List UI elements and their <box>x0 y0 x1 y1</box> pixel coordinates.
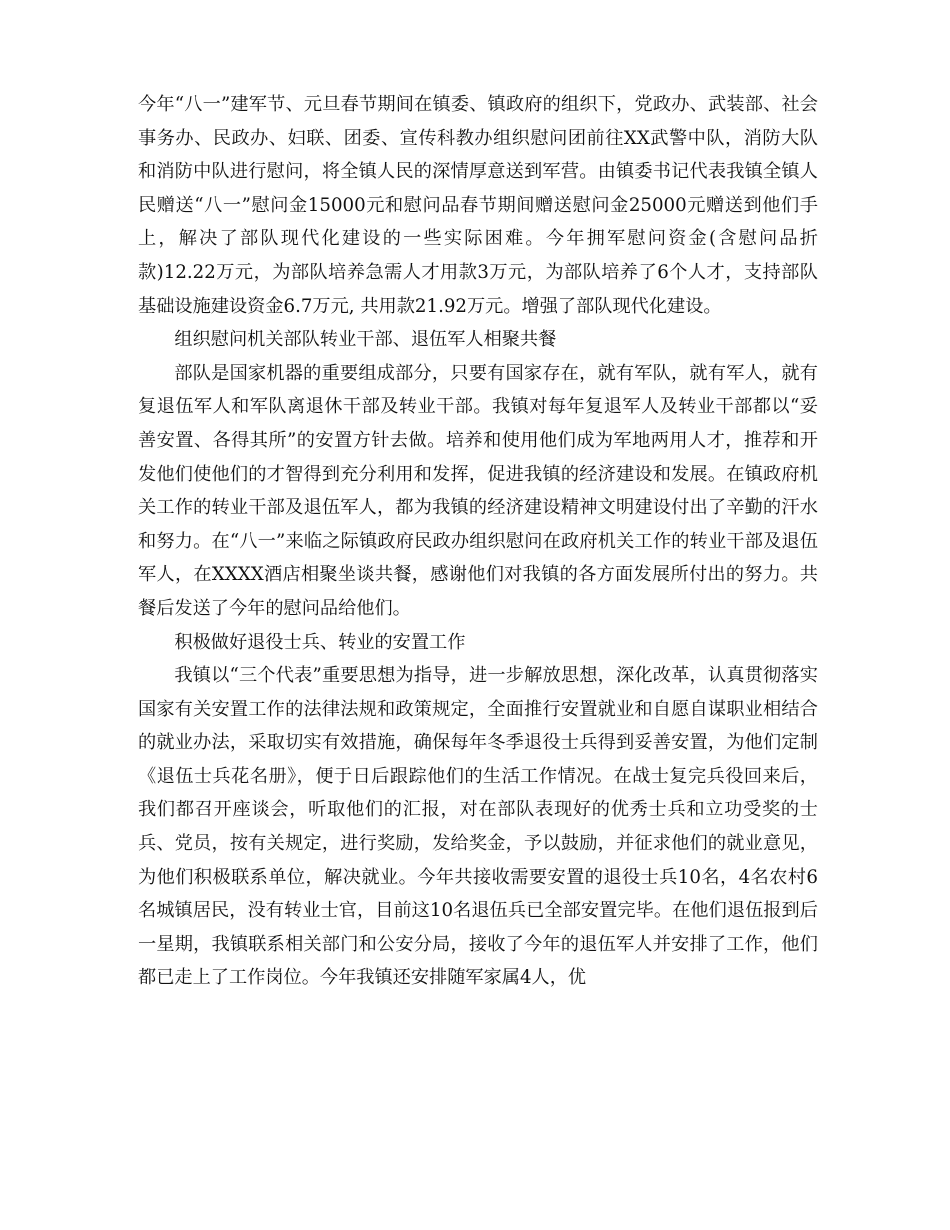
document-page <box>138 88 818 995</box>
section-heading-resettlement: 积极做好退役士兵、转业的安置工作 <box>174 631 466 653</box>
paragraph-army-visit: 今年“八一”建军节、元旦春节期间在镇委、镇政府的组织下，党政办、武装部、社会事务办、民政办、妇联、团委、宣传科教办组织慰问团前往XX武警中队，消防大队和消防中队进行慰问，将全镇人民的深情厚意送到军营。由镇委书记代表我镇全镇人民赠送“八一”慰问金15000元和慰问品春节期间赠送慰问金25000元赠送到他们手上，解决了部队现代化建设的一些实际困难。今年拥军慰问资金(含慰问品折款)12.22万元，为部队培养急需人才用款3万元，为部队培养了6个人才，支持部队基础设施建设资金6.7万元, 共用款21.92万元。增强了部队现代化建设。 <box>138 94 818 317</box>
paragraph-resettlement: 我镇以“三个代表”重要思想为指导，进一步解放思想，深化改革，认真贯彻落实国家有关安置工作的法律法规和政策规定，全面推行安置就业和自愿自谋职业相结合的就业办法，采取切实有效措施，确保每年冬季退役士兵得到妥善安置，为他们定制《退伍士兵花名册》，便于日后跟踪他们的生活工作情况。在战士复完兵役回来后，我们都召开座谈会，听取他们的汇报，对在部队表现好的优秀士兵和立功受奖的士兵、党员，按有关规定，进行奖励，发给奖金，予以鼓励，并征求他们的就业意见，为他们积极联系单位，解决就业。今年共接收需要安置的退役士兵10名，4名农村6名城镇居民，没有转业士官，目前这10名退伍兵已全部安置完毕。在他们退伍报到后一星期，我镇联系相关部门和公安分局，接收了今年的退伍军人并安排了工作，他们都已走上了工作岗位。今年我镇还安排随军家属4人，优 <box>138 665 818 989</box>
paragraph-veterans-dinner: 部队是国家机器的重要组成部分，只要有国家存在，就有军队，就有军人，就有复退伍军人和军队离退休干部及转业干部。我镇对每年复退军人及转业干部都以“妥善安置、各得其所”的安置方针去做。培养和使用他们成为军地两用人才，推荐和开发他们使他们的才智得到充分利用和发挥，促进我镇的经济建设和发展。在镇政府机关工作的转业干部及退伍军人，都为我镇的经济建设精神文明建设付出了辛勤的汗水和努力。在“八一”来临之际镇政府民政办组织慰问在政府机关工作的转业干部及退伍军人，在XXXX酒店相聚坐谈共餐，感谢他们对我镇的各方面发展所付出的努力。共餐后发送了今年的慰问品给他们。 <box>138 362 818 619</box>
section-heading-veterans-dinner: 组织慰问机关部队转业干部、退伍军人相聚共餐 <box>174 329 557 351</box>
